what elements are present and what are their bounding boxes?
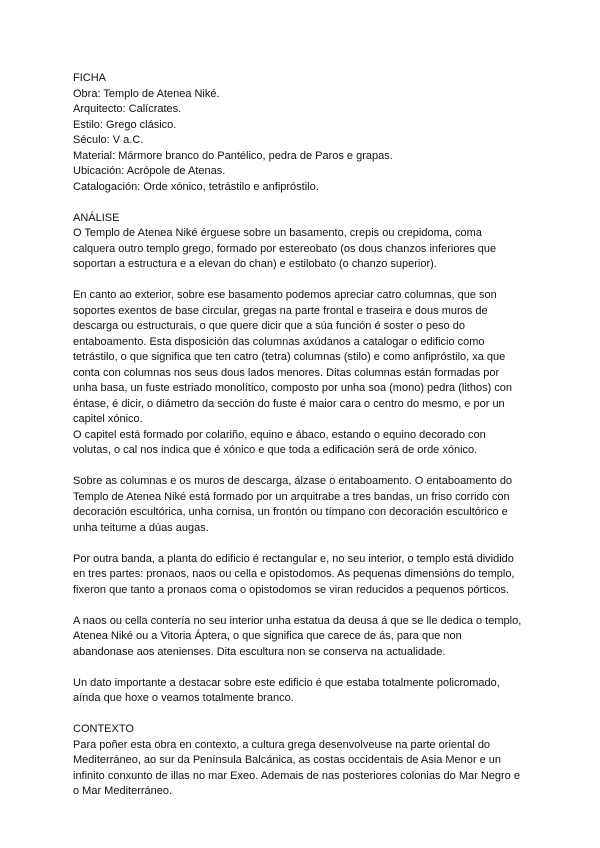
paragraph-spacer — [73, 536, 533, 552]
paragraph-line: fixeron que tanto a pronaos coma o opistodomos se viran reducidos a pequenos pórticos. — [73, 583, 509, 596]
paragraph-spacer — [73, 273, 533, 289]
paragraph-line: Templo de Atenea Niké está formado por un arquitrabe a tres bandas, un friso corrido con — [73, 490, 510, 503]
paragraph-line: soportes exentos de base circular, gregas na parte frontal e traseira e dous muros de — [73, 304, 488, 317]
paragraph-line: Por outra banda, a planta do edificio é rectangular e, no seu interior, o templo está dividido — [73, 552, 514, 565]
ficha-ubicacion: Ubicación: Acrópole de Atenas. — [73, 165, 226, 177]
paragraph-spacer — [73, 459, 533, 475]
paragraph-line: unha teitume a dúas augas. — [73, 521, 209, 534]
paragraph-line: en tres partes: pronaos, naos ou cella e opistodomos. As pequenas dimensións do templo, — [73, 568, 515, 580]
paragraph-line: O capitel está formado por colariño, equino e ábaco, estando o equino decorado con — [73, 428, 486, 441]
paragraph-line: A naos ou cella contería no seu interior unha estatua da deusa á que se lle dedica o templo, — [73, 614, 522, 627]
ficha-catalogacion: Catalogación: Orde xónico, tetrástilo e anfipróstilo. — [73, 180, 319, 193]
ficha-estilo: Estilo: Grego clásico. — [73, 118, 177, 131]
paragraph-line: capitel xónico. — [73, 413, 143, 425]
contexto-heading: CONTEXTO — [73, 723, 134, 735]
section-spacer — [73, 707, 533, 723]
section-spacer — [73, 195, 533, 211]
analise-paragraph-2 — [73, 288, 533, 459]
paragraph-line: tetrástilo, o que significa que ten catro (tetra) columnas (stilo) e como anfipróstilo, xa que — [73, 351, 506, 363]
ficha-heading: FICHA — [73, 72, 106, 84]
paragraph-line: O Templo de Atenea Niké érguese sobre un basamento, crepis ou crepidoma, coma — [73, 227, 482, 239]
paragraph-line: éntase, é dicir, o diámetro da sección do fuste é maior cara o centro do mesmo, e por un — [73, 397, 505, 410]
paragraph-spacer — [73, 598, 533, 614]
ficha-obra: Obra: Templo de Atenea Niké. — [73, 87, 220, 100]
paragraph-line: Sobre as columnas e os muros de descarga, álzase o entaboamento. O entaboamento do — [73, 475, 513, 487]
analise-paragraph-5 — [73, 614, 533, 661]
paragraph-line: entaboamento. Esta disposición das columnas axúdanos a catalogar o edificio como — [73, 335, 485, 348]
paragraph-line: unha basa, un fuste estriado monolítico, composto por unha soa (mono) pedra (lithos) con — [73, 382, 513, 394]
analise-section — [73, 211, 533, 707]
analise-paragraph-6 — [73, 676, 533, 707]
paragraph-line: Atenea Niké ou a Vitoria Áptera, o que significa que carece de ás, para que non — [73, 630, 462, 642]
contexto-section — [73, 722, 533, 800]
ficha-seculo: Século: V a.C. — [73, 134, 144, 146]
paragraph-line: calquera outro templo grego, formado por estereobato (os dous chanzos inferiores que — [73, 242, 497, 255]
paragraph-line: decoración escultórica, unha cornisa, un frontón ou tímpano con decoración escultórico e — [73, 506, 508, 518]
paragraph-line: aínda que hoxe o veamos totalmente branco. — [73, 692, 294, 704]
paragraph-line: abandonase aos atenienses. Dita escultura non se conserva na actualidade. — [73, 645, 446, 658]
paragraph-line: Mediterráneo, ao sur da Península Balcánica, as costas occidentais de Asia Menor e un — [73, 754, 502, 766]
document-page — [73, 71, 533, 800]
paragraph-line: infinito conxunto de illas no mar Exeo. Ademais de nas posteriores colonias do Mar Negro e — [73, 769, 520, 782]
paragraph-line: descarga ou estructurais, o que quere dicir que a súa función é soster o peso do — [73, 320, 465, 332]
analise-paragraph-3 — [73, 474, 533, 536]
analise-paragraph-1 — [73, 226, 533, 273]
paragraph-line: o Mar Mediterráneo. — [73, 785, 173, 797]
paragraph-line: Un dato importante a destacar sobre este edificio é que estaba totalmente policromado, — [73, 676, 500, 689]
paragraph-line: En canto ao exterior, sobre ese basamento podemos apreciar catro columnas, que son — [73, 289, 497, 301]
paragraph-line: soportan a estructura e a elevan do chan) e estilobato (o chanzo superior). — [73, 258, 437, 270]
paragraph-line: volutas, o cal nos indica que é xónico e que toda a edificación será de orde xónico. — [73, 444, 478, 456]
paragraph-spacer — [73, 660, 533, 676]
paragraph-line: conta con columnas nos seus dous lados menores. Ditas columnas están formadas por — [73, 366, 500, 379]
analise-heading: ANÁLISE — [73, 211, 120, 224]
analise-paragraph-4 — [73, 552, 533, 599]
ficha-section — [73, 71, 533, 195]
paragraph-line: Para poñer esta obra en contexto, a cultura grega desenvolveuse na parte oriental do — [73, 738, 491, 751]
ficha-arquitecto: Arquitecto: Calícrates. — [73, 103, 182, 115]
ficha-material: Material: Mármore branco do Pantélico, pedra de Paros e grapas. — [73, 149, 393, 162]
